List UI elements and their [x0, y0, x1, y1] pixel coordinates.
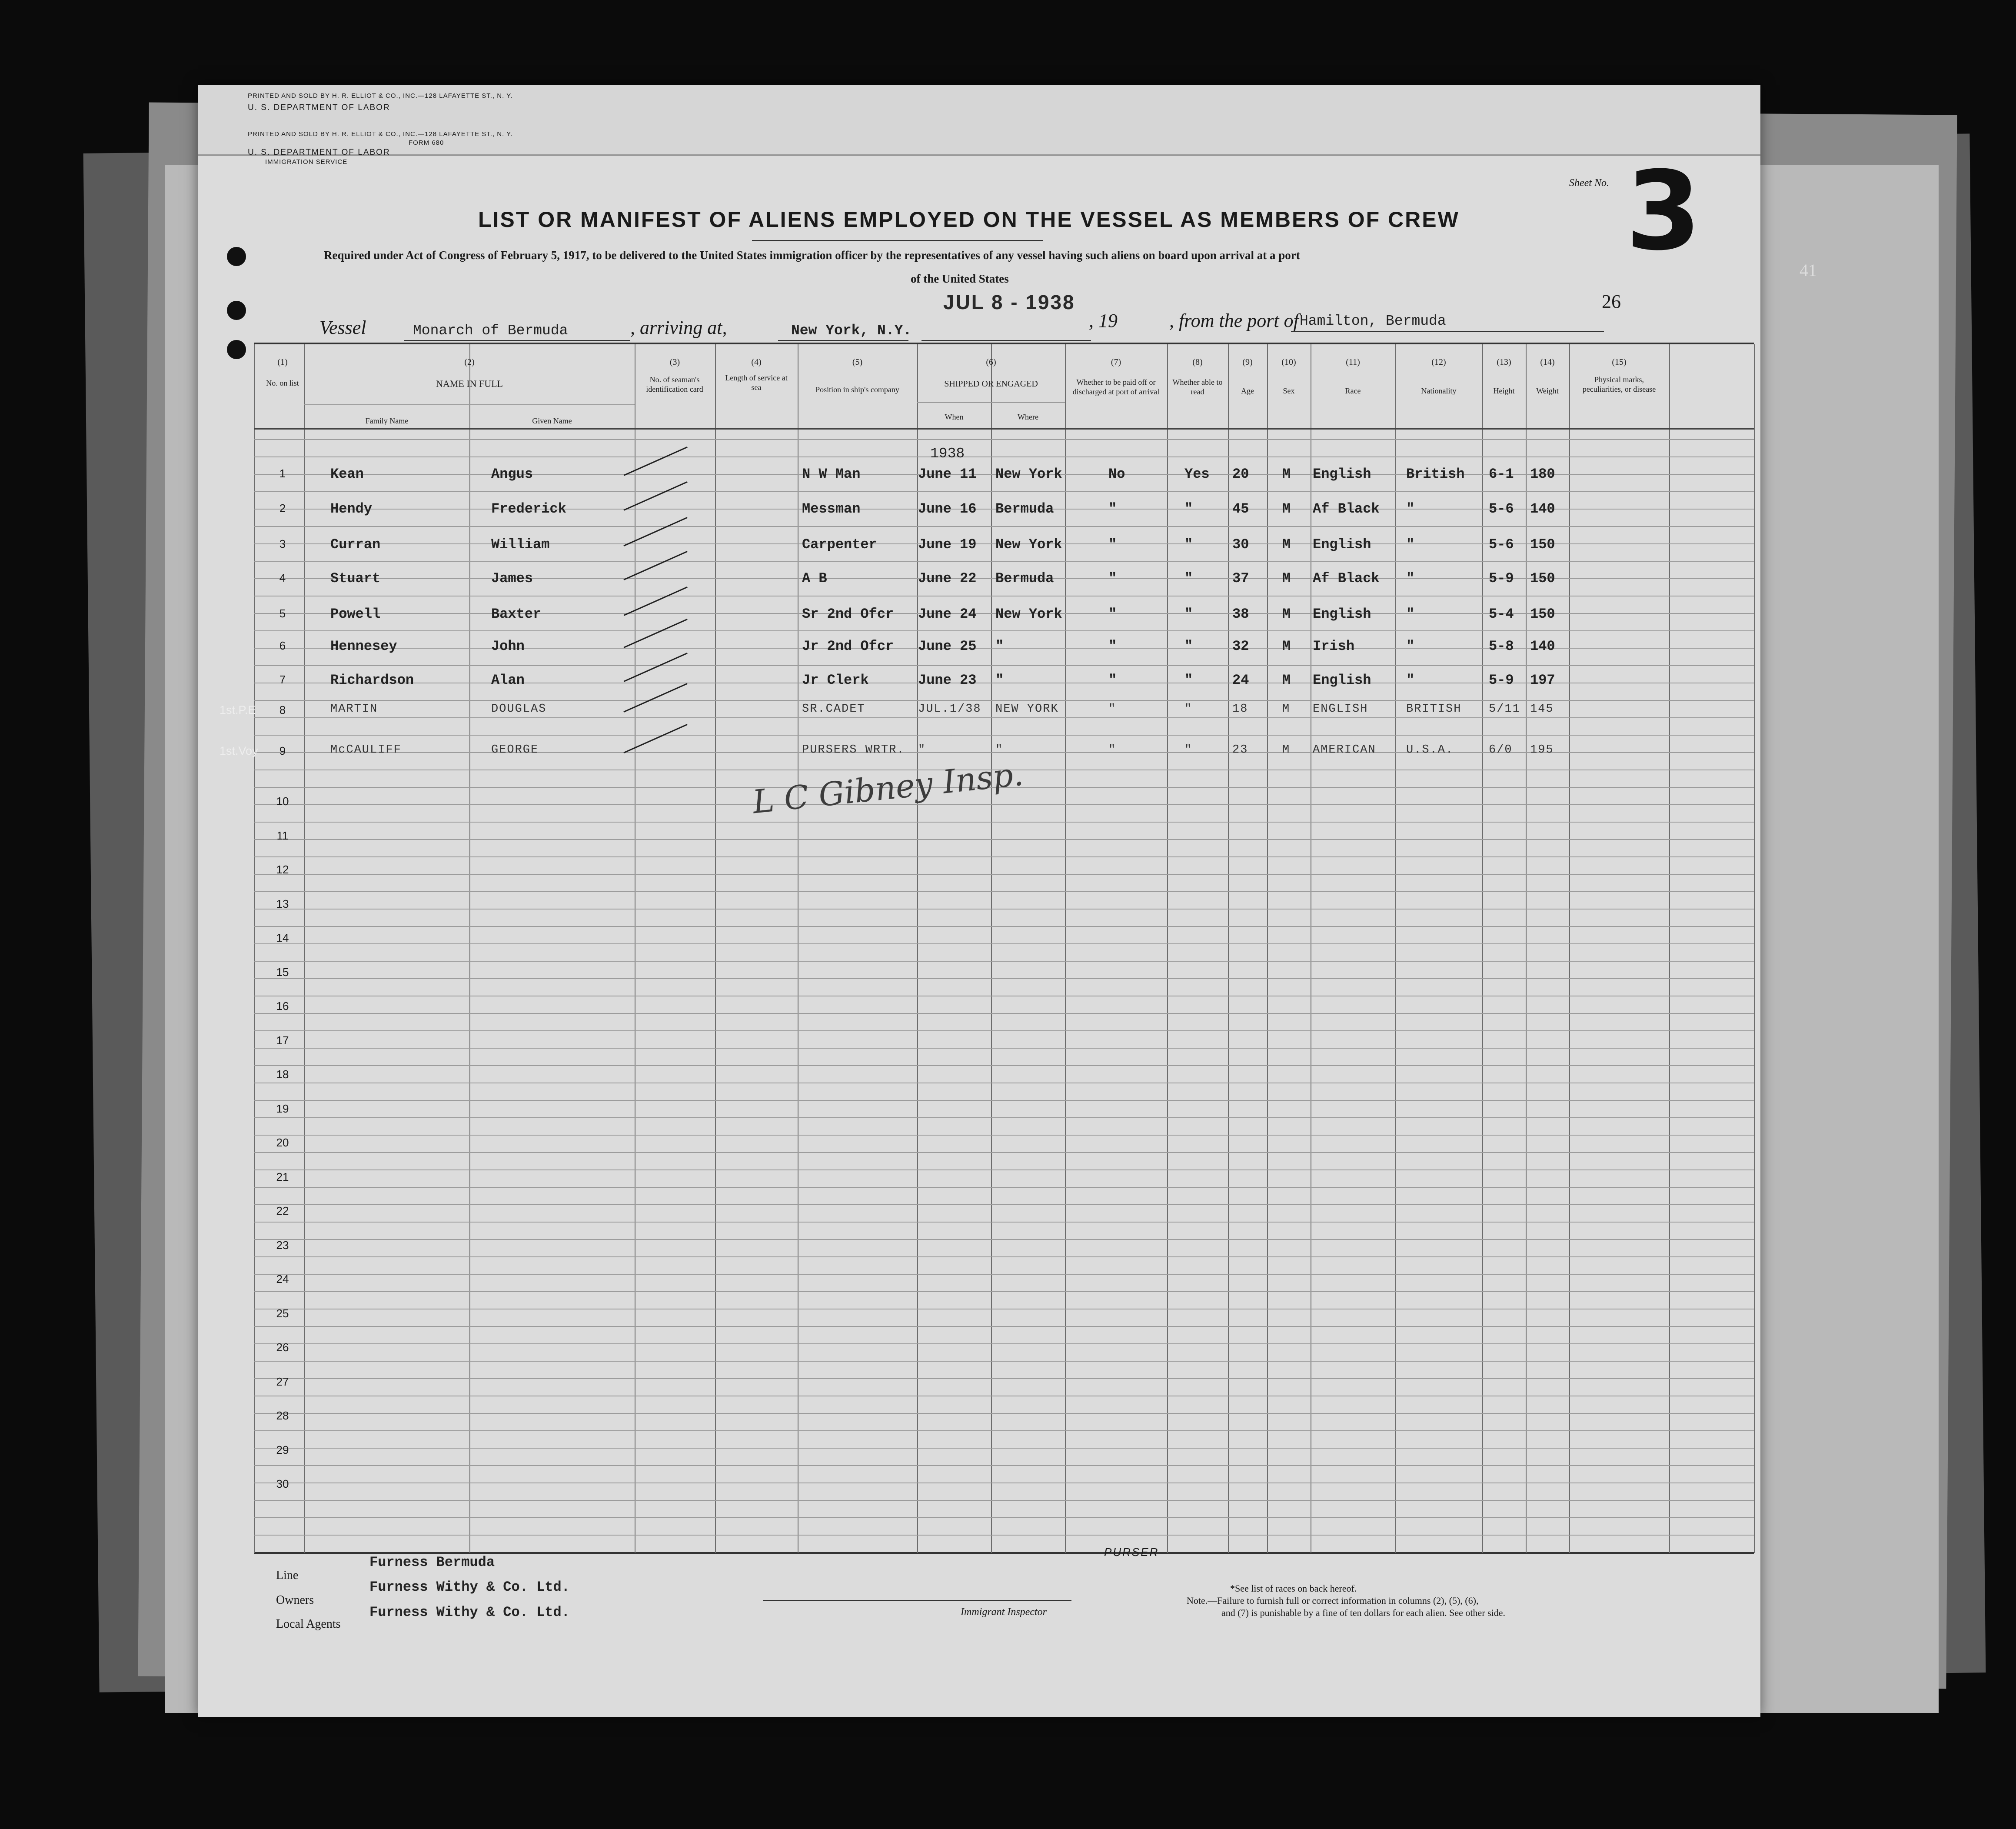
races-note: *See list of races on back hereof.	[1230, 1583, 1357, 1594]
shipped-when: "	[918, 743, 926, 756]
row-rule	[254, 700, 1754, 701]
sex: M	[1282, 672, 1291, 688]
given-name: William	[491, 536, 550, 553]
inspector-signature-line	[763, 1600, 1071, 1601]
able-to-read: "	[1184, 536, 1193, 553]
shipped-when: June 11	[918, 466, 977, 482]
row-rule	[254, 1030, 1754, 1031]
column-rule	[304, 344, 305, 1553]
row-rule	[254, 1430, 1754, 1431]
family-name: Hendy	[330, 501, 373, 517]
column-rule	[254, 344, 255, 1553]
department-label: U. S. DEPARTMENT OF LABOR	[248, 148, 390, 157]
row-rule	[254, 891, 1754, 892]
nationality: "	[1406, 501, 1415, 517]
height: 5-8	[1489, 638, 1514, 654]
height: 5-9	[1489, 672, 1514, 688]
column-rule	[1569, 344, 1570, 1553]
row-number: 15	[276, 966, 289, 979]
column-number: (11)	[1346, 357, 1360, 367]
row-rule	[254, 1274, 1754, 1275]
arriving-label: , arriving at,	[630, 317, 727, 338]
column-number: (6)	[986, 357, 996, 367]
purser-note: PURSER	[1104, 1546, 1159, 1559]
punch-hole	[227, 340, 246, 359]
row-rule	[254, 1222, 1754, 1223]
row-number: 20	[276, 1136, 289, 1149]
year-note: 1938	[930, 446, 965, 462]
row-number: 7	[279, 673, 286, 686]
sex: M	[1282, 536, 1291, 553]
family-name: McCAULIFF	[330, 743, 402, 756]
row-rule	[254, 1100, 1754, 1101]
sex: M	[1282, 570, 1291, 586]
family-name: Curran	[330, 536, 381, 553]
column-header: Whether to be paid off or discharged at port of arrival	[1072, 378, 1160, 396]
column-header: Length of service at sea	[725, 373, 788, 392]
row-number: 22	[276, 1204, 289, 1217]
row-rule	[254, 1291, 1754, 1292]
column-header: Physical marks, peculiarities, or disease	[1582, 375, 1656, 393]
shipped-where: Bermuda	[995, 570, 1054, 586]
punch-hole	[227, 301, 246, 320]
paid-off: "	[1108, 703, 1117, 716]
title-rule	[752, 240, 1043, 241]
row-rule	[254, 1256, 1754, 1257]
age: 32	[1232, 638, 1249, 654]
column-header: No. on list	[266, 379, 299, 387]
row-number: 26	[276, 1341, 289, 1354]
vessel-label: Vessel	[319, 317, 366, 338]
column-header: No. of seaman's identification card	[646, 375, 703, 393]
row-rule	[254, 1187, 1754, 1188]
column-subheader: Where	[1018, 413, 1038, 421]
given-name: Alan	[491, 672, 525, 688]
shipped-where: "	[995, 672, 1004, 688]
table-top-rule	[254, 343, 1754, 344]
family-name: Kean	[330, 466, 364, 482]
owners-label: Owners	[276, 1593, 314, 1607]
line-value: Furness Bermuda	[369, 1554, 495, 1570]
inspector-signature: L C Gibney Insp.	[751, 755, 1025, 821]
row-rule	[254, 456, 1754, 457]
sheet-number: 3	[1626, 148, 1701, 274]
paid-off: "	[1108, 672, 1117, 688]
position: Jr 2nd Ofcr	[802, 638, 894, 654]
shipped-when: JUL.1/38	[918, 703, 981, 716]
row-rule	[254, 526, 1754, 527]
age: 24	[1232, 672, 1249, 688]
race: English	[1313, 606, 1371, 622]
header-rule	[254, 428, 1754, 430]
column-rule	[917, 344, 918, 1553]
able-to-read: "	[1184, 703, 1193, 716]
vessel-name: Monarch of Bermuda	[413, 323, 568, 339]
age: 23	[1232, 743, 1248, 756]
row-number: 3	[279, 537, 286, 550]
subtitle: Required under Act of Congress of February 5, 1917, to be delivered to the United States immigration officer by the representatives of any vessel having such aliens on board upon arrival at a port	[324, 249, 1300, 262]
age: 20	[1232, 466, 1249, 482]
family-name: MARTIN	[330, 703, 378, 716]
row-rule	[254, 1343, 1754, 1344]
column-header: Nationality	[1421, 386, 1457, 395]
row-prefix-note: 1st.P.E	[220, 703, 256, 716]
given-name: Frederick	[491, 501, 566, 517]
row-number: 17	[276, 1034, 289, 1047]
row-rule	[254, 439, 1754, 440]
row-number: 24	[276, 1273, 289, 1286]
row-rule	[254, 822, 1754, 823]
row-rule	[254, 1517, 1754, 1518]
column-number: (2)	[464, 357, 475, 367]
row-rule	[254, 1413, 1754, 1414]
column-rule	[1669, 344, 1670, 1553]
row-rule	[254, 943, 1754, 944]
column-rule	[1228, 344, 1229, 1553]
row-number: 6	[279, 639, 286, 652]
column-header: Race	[1345, 386, 1361, 395]
row-rule	[254, 1152, 1754, 1153]
sex: M	[1282, 638, 1291, 654]
height: 5-9	[1489, 570, 1514, 586]
column-subheader: When	[945, 413, 964, 421]
position: PURSERS WRTR.	[802, 743, 905, 756]
nationality: "	[1406, 606, 1415, 622]
row-rule	[254, 491, 1754, 492]
weight: 150	[1530, 570, 1555, 586]
subtitle-continued: of the United States	[911, 272, 1009, 285]
column-subheader: Given Name	[532, 416, 572, 425]
row-rule	[254, 1204, 1754, 1205]
weight: 140	[1530, 638, 1555, 654]
able-to-read: "	[1184, 743, 1193, 756]
column-rule	[991, 344, 992, 1553]
row-number: 18	[276, 1068, 289, 1081]
row-rule	[254, 561, 1754, 562]
margin-number: 41	[1800, 260, 1817, 280]
weight: 150	[1530, 606, 1555, 622]
position: Messman	[802, 501, 861, 517]
column-number: (8)	[1192, 357, 1203, 367]
agents-label: Local Agents	[276, 1617, 341, 1631]
nationality: British	[1406, 466, 1465, 482]
column-number: (4)	[751, 357, 762, 367]
shipped-when: June 23	[918, 672, 977, 688]
row-rule	[254, 1500, 1754, 1501]
race: English	[1313, 536, 1371, 553]
arrival-port: New York, N.Y.	[791, 323, 912, 339]
height: 6-1	[1489, 466, 1514, 482]
column-header: Height	[1493, 386, 1515, 395]
able-to-read: Yes	[1184, 466, 1210, 482]
race: Af Black	[1313, 501, 1380, 517]
able-to-read: "	[1184, 570, 1193, 586]
family-name: Stuart	[330, 570, 381, 586]
column-number: (13)	[1497, 357, 1511, 367]
row-rule	[254, 1361, 1754, 1362]
shipped-when: June 25	[918, 638, 977, 654]
column-header: Sex	[1283, 386, 1295, 395]
row-number: 21	[276, 1170, 289, 1183]
position: Carpenter	[802, 536, 877, 553]
weight: 195	[1530, 743, 1554, 756]
shipped-where: Bermuda	[995, 501, 1054, 517]
departure-port: Hamilton, Bermuda	[1300, 313, 1446, 329]
department-label: U. S. DEPARTMENT OF LABOR	[248, 103, 390, 112]
column-number: (12)	[1431, 357, 1446, 367]
column-number: (9)	[1242, 357, 1253, 367]
date-stamp: JUL 8 - 1938	[943, 291, 1075, 313]
column-rule	[1167, 344, 1168, 1553]
weight: 145	[1530, 703, 1554, 716]
column-rule	[1065, 344, 1066, 1553]
row-number: 11	[276, 829, 289, 842]
shipped-when: June 19	[918, 536, 977, 553]
penalty-note: Note.—Failure to furnish full or correct information in columns (2), (5), (6),	[1187, 1595, 1479, 1606]
race: Irish	[1313, 638, 1355, 654]
given-name: GEORGE	[491, 743, 539, 756]
row-rule	[254, 1135, 1754, 1136]
able-to-read: "	[1184, 638, 1193, 654]
row-rule	[254, 1326, 1754, 1327]
row-rule	[254, 735, 1754, 736]
sheet-number-label: Sheet No.	[1569, 177, 1609, 189]
column-rule	[1754, 344, 1755, 1553]
inspector-label: Immigrant Inspector	[961, 1606, 1047, 1618]
subheader-rule	[917, 402, 1065, 403]
shipped-when: June 16	[918, 501, 977, 517]
height: 5-4	[1489, 606, 1514, 622]
race: Af Black	[1313, 570, 1380, 586]
sex: M	[1282, 743, 1291, 756]
column-header: SHIPPED OR ENGAGED	[944, 379, 1038, 389]
row-rule	[254, 752, 1754, 753]
row-rule	[254, 926, 1754, 927]
printer-line: PRINTED AND SOLD BY H. R. ELLIOT & CO., INC.—128 LAFAYETTE ST., N. Y.	[248, 92, 513, 100]
row-rule	[254, 1117, 1754, 1118]
column-number: (7)	[1111, 357, 1121, 367]
family-name: Richardson	[330, 672, 414, 688]
vessel-underline	[404, 340, 630, 341]
paid-off: "	[1108, 536, 1117, 553]
column-number: (5)	[852, 357, 863, 367]
row-rule	[254, 1065, 1754, 1066]
nationality: "	[1406, 536, 1415, 553]
row-rule	[254, 804, 1754, 805]
row-number: 27	[276, 1375, 289, 1388]
row-number: 10	[276, 795, 289, 808]
column-number: (1)	[277, 357, 288, 367]
row-rule	[254, 978, 1754, 979]
row-number: 16	[276, 999, 289, 1013]
column-subheader: Family Name	[365, 416, 409, 425]
able-to-read: "	[1184, 606, 1193, 622]
column-rule	[469, 344, 470, 1553]
column-header: Whether able to read	[1172, 378, 1223, 396]
weight: 197	[1530, 672, 1555, 688]
position: A B	[802, 570, 827, 586]
given-name: John	[491, 638, 525, 654]
page-title: LIST OR MANIFEST OF ALIENS EMPLOYED ON THE VESSEL AS MEMBERS OF CREW	[478, 207, 1460, 232]
weight: 140	[1530, 501, 1555, 517]
weight: 180	[1530, 466, 1555, 482]
penalty-note-continued: and (7) is punishable by a fine of ten dollars for each alien. See other side.	[1221, 1607, 1506, 1618]
row-rule	[254, 909, 1754, 910]
shipped-where: New York	[995, 606, 1062, 622]
sex: M	[1282, 501, 1291, 517]
row-rule	[254, 1048, 1754, 1049]
row-number: 5	[279, 607, 286, 620]
column-rule	[1526, 344, 1527, 1553]
form-number: FORM 680	[409, 139, 444, 147]
column-rule	[1395, 344, 1396, 1553]
shipped-where: New York	[995, 466, 1062, 482]
paid-off: "	[1108, 570, 1117, 586]
agents-value: Furness Withy & Co. Ltd.	[369, 1604, 570, 1620]
row-rule	[254, 839, 1754, 840]
column-rule	[1267, 344, 1268, 1553]
race: English	[1313, 672, 1371, 688]
column-rule	[715, 344, 716, 1553]
family-name: Hennesey	[330, 638, 397, 654]
shipped-where: "	[995, 743, 1004, 756]
able-to-read: "	[1184, 672, 1193, 688]
given-name: DOUGLAS	[491, 703, 547, 716]
nationality: BRITISH	[1406, 703, 1462, 716]
position: Jr Clerk	[802, 672, 869, 688]
row-number: 19	[276, 1102, 289, 1115]
row-rule	[254, 856, 1754, 857]
row-rule	[254, 630, 1754, 631]
family-name: Powell	[330, 606, 381, 622]
height: 5/11	[1489, 703, 1520, 716]
printer-line: PRINTED AND SOLD BY H. R. ELLIOT & CO., INC.—128 LAFAYETTE ST., N. Y.	[248, 130, 513, 138]
page-reference: 26	[1602, 291, 1621, 312]
row-rule	[254, 665, 1754, 666]
column-number: (3)	[669, 357, 680, 367]
from-port-label: , from the port of	[1169, 310, 1299, 331]
row-rule	[254, 1448, 1754, 1449]
nationality: "	[1406, 672, 1415, 688]
given-name: Angus	[491, 466, 533, 482]
column-number: (14)	[1540, 357, 1555, 367]
row-number: 23	[276, 1239, 289, 1252]
height: 5-6	[1489, 501, 1514, 517]
paid-off: "	[1108, 638, 1117, 654]
shipped-when: June 24	[918, 606, 977, 622]
race: English	[1313, 466, 1371, 482]
age: 45	[1232, 501, 1249, 517]
subheader-rule	[304, 404, 635, 405]
row-number: 29	[276, 1443, 289, 1456]
shipped-where: New York	[995, 536, 1062, 553]
nationality: U.S.A.	[1406, 743, 1454, 756]
row-number: 2	[279, 502, 286, 515]
row-prefix-note: 1st.Voy	[220, 744, 258, 757]
departure-underline	[1291, 331, 1604, 332]
row-rule	[254, 1013, 1754, 1014]
date-underline	[922, 340, 1091, 341]
nationality: "	[1406, 570, 1415, 586]
nationality: "	[1406, 638, 1415, 654]
paid-off: No	[1108, 466, 1125, 482]
owners-value: Furness Withy & Co. Ltd.	[369, 1579, 570, 1595]
row-rule	[254, 1535, 1754, 1536]
row-number: 14	[276, 931, 289, 944]
given-name: James	[491, 570, 533, 586]
sex: M	[1282, 466, 1291, 482]
column-header: Weight	[1536, 386, 1559, 395]
column-number: (15)	[1612, 357, 1627, 367]
sex: M	[1282, 606, 1291, 622]
height: 6/0	[1489, 743, 1513, 756]
age: 37	[1232, 570, 1249, 586]
row-number: 30	[276, 1477, 289, 1490]
row-rule	[254, 874, 1754, 875]
year-label: , 19	[1089, 310, 1118, 331]
service-label: IMMIGRATION SERVICE	[265, 158, 348, 166]
weight: 150	[1530, 536, 1555, 553]
arrival-underline	[778, 340, 908, 341]
row-number: 25	[276, 1307, 289, 1320]
race: AMERICAN	[1313, 743, 1376, 756]
position: Sr 2nd Ofcr	[802, 606, 894, 622]
shipped-when: June 22	[918, 570, 977, 586]
paid-off: "	[1108, 606, 1117, 622]
able-to-read: "	[1184, 501, 1193, 517]
punch-hole	[227, 247, 246, 266]
column-number: (10)	[1281, 357, 1296, 367]
row-number: 4	[279, 571, 286, 584]
row-number: 1	[279, 467, 286, 480]
age: 30	[1232, 536, 1249, 553]
row-rule	[254, 717, 1754, 718]
paid-off: "	[1108, 743, 1117, 756]
column-header: Age	[1241, 386, 1254, 395]
row-number: 13	[276, 897, 289, 910]
row-rule	[254, 1465, 1754, 1466]
row-rule	[254, 961, 1754, 962]
sex: M	[1282, 703, 1291, 716]
table-bottom-rule	[254, 1552, 1754, 1554]
position: N W Man	[802, 466, 861, 482]
height: 5-6	[1489, 536, 1514, 553]
row-rule	[254, 1169, 1754, 1170]
row-number: 9	[279, 744, 286, 757]
race: ENGLISH	[1313, 703, 1368, 716]
shipped-where: "	[995, 638, 1004, 654]
row-number: 12	[276, 863, 289, 876]
line-label: Line	[276, 1569, 299, 1582]
column-rule	[1482, 344, 1483, 1553]
row-rule	[254, 1239, 1754, 1240]
given-name: Baxter	[491, 606, 542, 622]
position: SR.CADET	[802, 703, 865, 716]
age: 18	[1232, 703, 1248, 716]
column-header: NAME IN FULL	[436, 378, 503, 389]
age: 38	[1232, 606, 1249, 622]
row-rule	[254, 648, 1754, 649]
row-number: 8	[279, 703, 286, 716]
column-header: Position in ship's company	[815, 385, 899, 394]
row-number: 28	[276, 1409, 289, 1422]
row-rule	[254, 1378, 1754, 1379]
shipped-where: NEW YORK	[995, 703, 1059, 716]
paid-off: "	[1108, 501, 1117, 517]
